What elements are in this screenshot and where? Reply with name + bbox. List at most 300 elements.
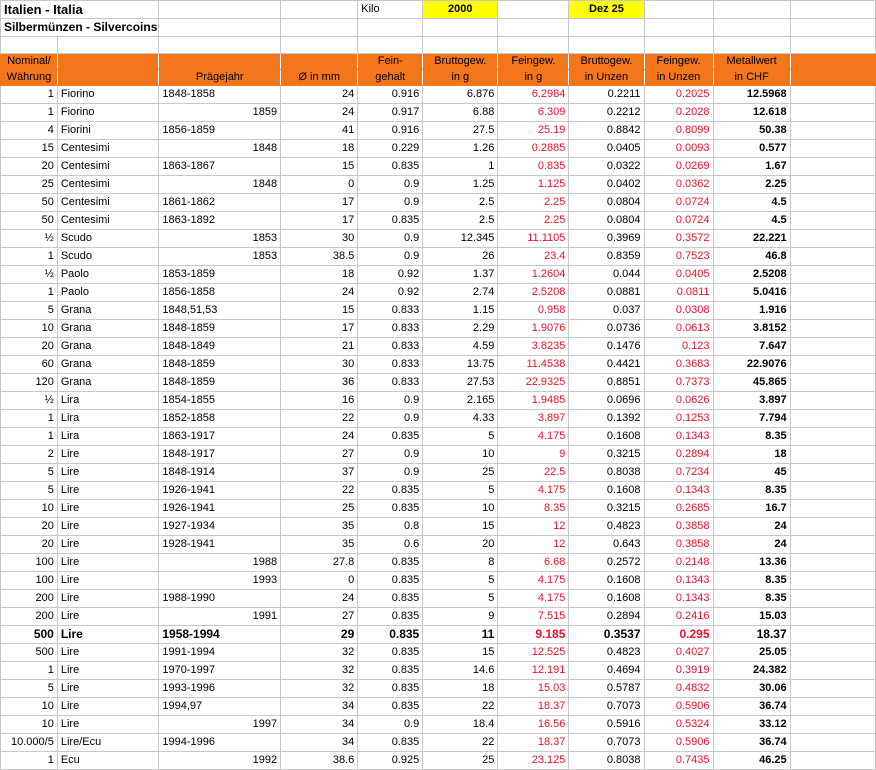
cell-feingewicht-unzen[interactable]: 0.4027 [644,644,713,662]
cell-bruttogewicht-g[interactable]: 10 [423,446,498,464]
cell-nominal[interactable]: 1 [1,662,58,680]
cell-feingewicht-g[interactable]: 18.37 [498,698,569,716]
cell-metallwert-chf[interactable]: 33.12 [713,716,790,734]
cell-bruttogewicht-g[interactable]: 22 [423,698,498,716]
cell-praegejahr[interactable]: 1854-1855 [159,392,281,410]
cell-praegejahr[interactable]: 1848-1917 [159,446,281,464]
cell-feingewicht-g[interactable]: 15.03 [498,680,569,698]
cell-metallwert-chf[interactable]: 13.36 [713,554,790,572]
cell-waehrung[interactable]: Centesimi [57,212,159,230]
cell-bruttogewicht-g[interactable]: 10 [423,500,498,518]
cell-praegejahr[interactable]: 1988-1990 [159,590,281,608]
cell-bruttogewicht-g[interactable]: 5 [423,428,498,446]
cell-durchmesser[interactable]: 32 [281,680,358,698]
cell-feingewicht-g[interactable]: 12 [498,518,569,536]
cell-waehrung[interactable]: Lire [57,680,159,698]
cell-bruttogewicht-unzen[interactable]: 0.5916 [569,716,644,734]
cell-nominal[interactable]: 100 [1,572,58,590]
cell-bruttogewicht-g[interactable]: 5 [423,482,498,500]
cell-bruttogewicht-g[interactable]: 11 [423,626,498,644]
cell-metallwert-chf[interactable]: 46.8 [713,248,790,266]
cell-nominal[interactable]: 15 [1,140,58,158]
cell-durchmesser[interactable]: 38.5 [281,248,358,266]
cell-waehrung[interactable]: Centesimi [57,158,159,176]
cell-feingewicht-g[interactable]: 0.2885 [498,140,569,158]
cell-feingewicht-g[interactable]: 1.125 [498,176,569,194]
cell-bruttogewicht-g[interactable]: 4.33 [423,410,498,428]
cell-nominal[interactable]: 2 [1,446,58,464]
cell-feingewicht-g[interactable]: 2.25 [498,194,569,212]
cell-durchmesser[interactable]: 18 [281,266,358,284]
cell-feingehalt[interactable]: 0.835 [358,500,423,518]
cell-feingewicht-g[interactable]: 16.56 [498,716,569,734]
cell-bruttogewicht-unzen[interactable]: 0.4823 [569,644,644,662]
cell-bruttogewicht-unzen[interactable]: 0.0881 [569,284,644,302]
cell-feingewicht-unzen[interactable]: 0.1343 [644,590,713,608]
cell-feingewicht-g[interactable]: 4.175 [498,428,569,446]
cell-nominal[interactable]: ½ [1,266,58,284]
cell-bruttogewicht-unzen[interactable]: 0.1608 [569,572,644,590]
cell-metallwert-chf[interactable]: 18.37 [713,626,790,644]
cell-metallwert-chf[interactable]: 2.25 [713,176,790,194]
cell-feingehalt[interactable]: 0.9 [358,248,423,266]
cell-metallwert-chf[interactable]: 50.38 [713,122,790,140]
cell-feingewicht-unzen[interactable]: 0.3919 [644,662,713,680]
cell-durchmesser[interactable]: 38.6 [281,752,358,770]
cell-waehrung[interactable]: Lire [57,572,159,590]
cell-praegejahr[interactable]: 1958-1994 [159,626,281,644]
cell-feingehalt[interactable]: 0.92 [358,266,423,284]
cell-bruttogewicht-unzen[interactable]: 0.1608 [569,482,644,500]
cell-feingewicht-g[interactable]: 12.191 [498,662,569,680]
cell-praegejahr[interactable]: 1853-1859 [159,266,281,284]
cell-feingehalt[interactable]: 0.835 [358,698,423,716]
cell-metallwert-chf[interactable]: 18 [713,446,790,464]
cell-feingewicht-g[interactable]: 4.175 [498,572,569,590]
cell-bruttogewicht-unzen[interactable]: 0.3537 [569,626,644,644]
cell-nominal[interactable]: 20 [1,518,58,536]
cell-waehrung[interactable]: Scudo [57,248,159,266]
cell-waehrung[interactable]: Lire [57,536,159,554]
cell-feingewicht-g[interactable]: 25.19 [498,122,569,140]
cell-waehrung[interactable]: Lire [57,590,159,608]
cell-feingehalt[interactable]: 0.835 [358,158,423,176]
cell-feingehalt[interactable]: 0.9 [358,716,423,734]
cell-nominal[interactable]: 1 [1,86,58,104]
cell-bruttogewicht-g[interactable]: 1.37 [423,266,498,284]
cell-feingehalt[interactable]: 0.835 [358,662,423,680]
cell-durchmesser[interactable]: 34 [281,716,358,734]
cell-bruttogewicht-unzen[interactable]: 0.0322 [569,158,644,176]
cell-durchmesser[interactable]: 27 [281,446,358,464]
cell-waehrung[interactable]: Lire [57,482,159,500]
cell-waehrung[interactable]: Lira [57,428,159,446]
cell-bruttogewicht-unzen[interactable]: 0.1476 [569,338,644,356]
cell-metallwert-chf[interactable]: 8.35 [713,572,790,590]
cell-praegejahr[interactable]: 1997 [159,716,281,734]
cell-feingehalt[interactable]: 0.916 [358,86,423,104]
cell-waehrung[interactable]: Lire [57,464,159,482]
cell-bruttogewicht-unzen[interactable]: 0.5787 [569,680,644,698]
cell-bruttogewicht-unzen[interactable]: 0.7073 [569,698,644,716]
cell-waehrung[interactable]: Lire/Ecu [57,734,159,752]
cell-bruttogewicht-unzen[interactable]: 0.2572 [569,554,644,572]
cell-feingewicht-g[interactable]: 3.8235 [498,338,569,356]
cell-praegejahr[interactable]: 1856-1859 [159,122,281,140]
cell-bruttogewicht-unzen[interactable]: 0.0405 [569,140,644,158]
cell-waehrung[interactable]: Grana [57,320,159,338]
cell-feingehalt[interactable]: 0.9 [358,230,423,248]
cell-bruttogewicht-g[interactable]: 6.88 [423,104,498,122]
cell-durchmesser[interactable]: 24 [281,104,358,122]
cell-nominal[interactable]: 20 [1,158,58,176]
cell-feingewicht-g[interactable]: 3.897 [498,410,569,428]
cell-praegejahr[interactable]: 1853 [159,230,281,248]
cell-feingehalt[interactable]: 0.9 [358,410,423,428]
cell-bruttogewicht-g[interactable]: 26 [423,248,498,266]
cell-praegejahr[interactable]: 1928-1941 [159,536,281,554]
cell-nominal[interactable]: 10 [1,716,58,734]
cell-feingehalt[interactable]: 0.916 [358,122,423,140]
cell-praegejahr[interactable]: 1848-1858 [159,86,281,104]
cell-metallwert-chf[interactable]: 4.5 [713,212,790,230]
cell-waehrung[interactable]: Grana [57,374,159,392]
cell-nominal[interactable]: 5 [1,482,58,500]
cell-feingewicht-unzen[interactable]: 0.0613 [644,320,713,338]
cell-bruttogewicht-g[interactable]: 27.53 [423,374,498,392]
cell-praegejahr[interactable]: 1926-1941 [159,500,281,518]
cell-feingewicht-g[interactable]: 0.835 [498,158,569,176]
cell-bruttogewicht-g[interactable]: 20 [423,536,498,554]
cell-praegejahr[interactable]: 1848-1914 [159,464,281,482]
cell-metallwert-chf[interactable]: 24.382 [713,662,790,680]
cell-nominal[interactable]: 1 [1,248,58,266]
cell-feingehalt[interactable]: 0.835 [358,572,423,590]
cell-feingehalt[interactable]: 0.835 [358,590,423,608]
cell-feingehalt[interactable]: 0.925 [358,752,423,770]
cell-nominal[interactable]: 10.000/5 [1,734,58,752]
cell-durchmesser[interactable]: 41 [281,122,358,140]
cell-bruttogewicht-unzen[interactable]: 0.0804 [569,212,644,230]
cell-feingewicht-unzen[interactable]: 0.7435 [644,752,713,770]
cell-feingewicht-unzen[interactable]: 0.3683 [644,356,713,374]
cell-bruttogewicht-unzen[interactable]: 0.4694 [569,662,644,680]
cell-bruttogewicht-unzen[interactable]: 0.8851 [569,374,644,392]
cell-feingewicht-unzen[interactable]: 0.1343 [644,428,713,446]
cell-praegejahr[interactable]: 1848-1859 [159,320,281,338]
cell-praegejahr[interactable]: 1853 [159,248,281,266]
cell-metallwert-chf[interactable]: 45 [713,464,790,482]
cell-metallwert-chf[interactable]: 1.67 [713,158,790,176]
cell-bruttogewicht-unzen[interactable]: 0.0402 [569,176,644,194]
cell-metallwert-chf[interactable]: 12.618 [713,104,790,122]
cell-durchmesser[interactable]: 35 [281,536,358,554]
cell-nominal[interactable]: 25 [1,176,58,194]
cell-bruttogewicht-g[interactable]: 12.345 [423,230,498,248]
cell-feingehalt[interactable]: 0.9 [358,446,423,464]
cell-feingewicht-unzen[interactable]: 0.2025 [644,86,713,104]
cell-feingewicht-unzen[interactable]: 0.295 [644,626,713,644]
cell-bruttogewicht-g[interactable]: 18.4 [423,716,498,734]
cell-feingewicht-g[interactable]: 2.25 [498,212,569,230]
cell-metallwert-chf[interactable]: 7.647 [713,338,790,356]
cell-praegejahr[interactable]: 1848-1849 [159,338,281,356]
cell-bruttogewicht-g[interactable]: 25 [423,752,498,770]
cell-durchmesser[interactable]: 22 [281,482,358,500]
cell-metallwert-chf[interactable]: 36.74 [713,698,790,716]
cell-metallwert-chf[interactable]: 1.916 [713,302,790,320]
cell-feingewicht-unzen[interactable]: 0.4832 [644,680,713,698]
cell-feingehalt[interactable]: 0.835 [358,212,423,230]
cell-waehrung[interactable]: Paolo [57,284,159,302]
cell-waehrung[interactable]: Lire [57,500,159,518]
cell-bruttogewicht-g[interactable]: 22 [423,734,498,752]
cell-bruttogewicht-unzen[interactable]: 0.643 [569,536,644,554]
cell-feingewicht-g[interactable]: 22.9325 [498,374,569,392]
cell-feingewicht-g[interactable]: 4.175 [498,482,569,500]
cell-feingewicht-g[interactable]: 12 [498,536,569,554]
cell-praegejahr[interactable]: 1863-1892 [159,212,281,230]
cell-bruttogewicht-unzen[interactable]: 0.4421 [569,356,644,374]
cell-durchmesser[interactable]: 34 [281,734,358,752]
cell-bruttogewicht-g[interactable]: 9 [423,608,498,626]
cell-feingewicht-unzen[interactable]: 0.1253 [644,410,713,428]
cell-feingewicht-unzen[interactable]: 0.2416 [644,608,713,626]
cell-feingehalt[interactable]: 0.835 [358,626,423,644]
cell-nominal[interactable]: 50 [1,194,58,212]
cell-praegejahr[interactable]: 1848,51,53 [159,302,281,320]
cell-nominal[interactable]: 5 [1,680,58,698]
cell-durchmesser[interactable]: 24 [281,590,358,608]
cell-bruttogewicht-unzen[interactable]: 0.2212 [569,104,644,122]
cell-metallwert-chf[interactable]: 16.7 [713,500,790,518]
cell-bruttogewicht-g[interactable]: 13.75 [423,356,498,374]
cell-durchmesser[interactable]: 24 [281,284,358,302]
cell-feingewicht-unzen[interactable]: 0.123 [644,338,713,356]
cell-durchmesser[interactable]: 32 [281,662,358,680]
cell-bruttogewicht-g[interactable]: 14.6 [423,662,498,680]
cell-praegejahr[interactable]: 1994,97 [159,698,281,716]
cell-durchmesser[interactable]: 32 [281,644,358,662]
cell-feingewicht-unzen[interactable]: 0.1343 [644,572,713,590]
cell-bruttogewicht-unzen[interactable]: 0.0736 [569,320,644,338]
cell-bruttogewicht-unzen[interactable]: 0.8359 [569,248,644,266]
cell-feingewicht-g[interactable]: 1.2604 [498,266,569,284]
cell-durchmesser[interactable]: 22 [281,410,358,428]
cell-feingewicht-g[interactable]: 0.958 [498,302,569,320]
cell-bruttogewicht-g[interactable]: 2.29 [423,320,498,338]
cell-bruttogewicht-g[interactable]: 1.26 [423,140,498,158]
cell-feingewicht-unzen[interactable]: 0.0093 [644,140,713,158]
cell-feingewicht-unzen[interactable]: 0.7373 [644,374,713,392]
kilo-value-cell[interactable]: 2000 [423,1,498,19]
cell-feingewicht-unzen[interactable]: 0.7523 [644,248,713,266]
cell-praegejahr[interactable]: 1848 [159,176,281,194]
cell-metallwert-chf[interactable]: 24 [713,536,790,554]
cell-waehrung[interactable]: Lira [57,392,159,410]
cell-feingewicht-unzen[interactable]: 0.2148 [644,554,713,572]
cell-durchmesser[interactable]: 17 [281,194,358,212]
cell-bruttogewicht-unzen[interactable]: 0.044 [569,266,644,284]
cell-praegejahr[interactable]: 1863-1917 [159,428,281,446]
cell-bruttogewicht-unzen[interactable]: 0.8038 [569,464,644,482]
cell-nominal[interactable]: 200 [1,608,58,626]
cell-metallwert-chf[interactable]: 3.8152 [713,320,790,338]
cell-waehrung[interactable]: Centesimi [57,194,159,212]
cell-feingewicht-g[interactable]: 12.525 [498,644,569,662]
cell-metallwert-chf[interactable]: 4.5 [713,194,790,212]
cell-feingewicht-unzen[interactable]: 0.1343 [644,482,713,500]
cell-durchmesser[interactable]: 37 [281,464,358,482]
cell-feingewicht-unzen[interactable]: 0.5324 [644,716,713,734]
cell-bruttogewicht-g[interactable]: 1 [423,158,498,176]
cell-bruttogewicht-g[interactable]: 15 [423,644,498,662]
cell-feingehalt[interactable]: 0.8 [358,518,423,536]
cell-nominal[interactable]: 1 [1,428,58,446]
cell-feingehalt[interactable]: 0.835 [358,482,423,500]
cell-feingehalt[interactable]: 0.9 [358,464,423,482]
cell-bruttogewicht-unzen[interactable]: 0.8038 [569,752,644,770]
cell-metallwert-chf[interactable]: 12.5968 [713,86,790,104]
cell-praegejahr[interactable]: 1991 [159,608,281,626]
cell-nominal[interactable]: 200 [1,590,58,608]
cell-nominal[interactable]: 20 [1,338,58,356]
cell-bruttogewicht-unzen[interactable]: 0.0696 [569,392,644,410]
cell-waehrung[interactable]: Fiorino [57,104,159,122]
cell-bruttogewicht-g[interactable]: 15 [423,518,498,536]
cell-bruttogewicht-unzen[interactable]: 0.3215 [569,500,644,518]
cell-nominal[interactable]: 500 [1,644,58,662]
cell-feingewicht-unzen[interactable]: 0.8099 [644,122,713,140]
cell-feingewicht-g[interactable]: 7.515 [498,608,569,626]
cell-waehrung[interactable]: Grana [57,338,159,356]
cell-durchmesser[interactable]: 16 [281,392,358,410]
cell-bruttogewicht-g[interactable]: 2.74 [423,284,498,302]
cell-feingewicht-unzen[interactable]: 0.2894 [644,446,713,464]
cell-waehrung[interactable]: Lire [57,446,159,464]
cell-waehrung[interactable]: Lire [57,644,159,662]
cell-waehrung[interactable]: Grana [57,356,159,374]
cell-feingewicht-g[interactable]: 4.175 [498,590,569,608]
cell-durchmesser[interactable]: 0 [281,572,358,590]
cell-metallwert-chf[interactable]: 46.25 [713,752,790,770]
cell-waehrung[interactable]: Fiorino [57,86,159,104]
date-value-cell[interactable]: Dez 25 [569,1,644,19]
cell-feingehalt[interactable]: 0.835 [358,554,423,572]
cell-bruttogewicht-unzen[interactable]: 0.4823 [569,518,644,536]
cell-feingewicht-unzen[interactable]: 0.0362 [644,176,713,194]
cell-durchmesser[interactable]: 30 [281,230,358,248]
cell-waehrung[interactable]: Centesimi [57,140,159,158]
cell-feingewicht-g[interactable]: 2.5208 [498,284,569,302]
cell-feingewicht-g[interactable]: 22.5 [498,464,569,482]
cell-bruttogewicht-unzen[interactable]: 0.2211 [569,86,644,104]
cell-waehrung[interactable]: Lire [57,518,159,536]
cell-bruttogewicht-unzen[interactable]: 0.2894 [569,608,644,626]
cell-bruttogewicht-unzen[interactable]: 0.1608 [569,590,644,608]
cell-praegejahr[interactable]: 1852-1858 [159,410,281,428]
cell-durchmesser[interactable]: 15 [281,158,358,176]
cell-bruttogewicht-g[interactable]: 1.15 [423,302,498,320]
cell-metallwert-chf[interactable]: 5.0416 [713,284,790,302]
cell-waehrung[interactable]: Lira [57,410,159,428]
cell-feingewicht-g[interactable]: 1.9485 [498,392,569,410]
cell-feingewicht-g[interactable]: 1.9076 [498,320,569,338]
cell-feingewicht-unzen[interactable]: 0.5906 [644,734,713,752]
cell-bruttogewicht-g[interactable]: 6.876 [423,86,498,104]
cell-durchmesser[interactable]: 21 [281,338,358,356]
cell-feingewicht-unzen[interactable]: 0.0405 [644,266,713,284]
cell-metallwert-chf[interactable]: 45.865 [713,374,790,392]
cell-nominal[interactable]: 1 [1,752,58,770]
cell-metallwert-chf[interactable]: 24 [713,518,790,536]
cell-bruttogewicht-unzen[interactable]: 0.3969 [569,230,644,248]
cell-feingewicht-unzen[interactable]: 0.7234 [644,464,713,482]
cell-nominal[interactable]: 5 [1,302,58,320]
cell-praegejahr[interactable]: 1994-1996 [159,734,281,752]
cell-feingewicht-unzen[interactable]: 0.0724 [644,212,713,230]
cell-waehrung[interactable]: Lire [57,716,159,734]
cell-praegejahr[interactable]: 1993-1996 [159,680,281,698]
cell-metallwert-chf[interactable]: 22.9076 [713,356,790,374]
cell-praegejahr[interactable]: 1861-1862 [159,194,281,212]
cell-bruttogewicht-g[interactable]: 2.5 [423,194,498,212]
cell-nominal[interactable]: 60 [1,356,58,374]
cell-nominal[interactable]: ½ [1,392,58,410]
cell-feingewicht-g[interactable]: 9.185 [498,626,569,644]
cell-nominal[interactable]: 100 [1,554,58,572]
cell-bruttogewicht-unzen[interactable]: 0.1392 [569,410,644,428]
cell-praegejahr[interactable]: 1926-1941 [159,482,281,500]
cell-metallwert-chf[interactable]: 8.35 [713,590,790,608]
cell-praegejahr[interactable]: 1993 [159,572,281,590]
cell-durchmesser[interactable]: 18 [281,140,358,158]
cell-praegejahr[interactable]: 1992 [159,752,281,770]
cell-waehrung[interactable]: Lire [57,698,159,716]
cell-nominal[interactable]: 1 [1,104,58,122]
cell-feingewicht-unzen[interactable]: 0.5906 [644,698,713,716]
cell-metallwert-chf[interactable]: 30.06 [713,680,790,698]
cell-durchmesser[interactable]: 29 [281,626,358,644]
cell-feingehalt[interactable]: 0.833 [358,302,423,320]
cell-feingehalt[interactable]: 0.229 [358,140,423,158]
cell-feingehalt[interactable]: 0.835 [358,608,423,626]
cell-durchmesser[interactable]: 27 [281,608,358,626]
cell-praegejahr[interactable]: 1848-1859 [159,374,281,392]
cell-waehrung[interactable]: Lire [57,662,159,680]
cell-metallwert-chf[interactable]: 8.35 [713,482,790,500]
cell-feingewicht-g[interactable]: 6.309 [498,104,569,122]
cell-bruttogewicht-unzen[interactable]: 0.0804 [569,194,644,212]
cell-durchmesser[interactable]: 27.8 [281,554,358,572]
cell-praegejahr[interactable]: 1970-1997 [159,662,281,680]
cell-feingehalt[interactable]: 0.833 [358,320,423,338]
cell-waehrung[interactable]: Lire [57,626,159,644]
cell-praegejahr[interactable]: 1991-1994 [159,644,281,662]
cell-feingehalt[interactable]: 0.9 [358,176,423,194]
cell-feingehalt[interactable]: 0.917 [358,104,423,122]
cell-metallwert-chf[interactable]: 2.5208 [713,266,790,284]
cell-feingehalt[interactable]: 0.9 [358,392,423,410]
cell-feingewicht-unzen[interactable]: 0.0626 [644,392,713,410]
cell-waehrung[interactable]: Scudo [57,230,159,248]
cell-waehrung[interactable]: Centesimi [57,176,159,194]
cell-nominal[interactable]: 10 [1,500,58,518]
cell-feingehalt[interactable]: 0.835 [358,644,423,662]
cell-durchmesser[interactable]: 30 [281,356,358,374]
cell-bruttogewicht-unzen[interactable]: 0.8842 [569,122,644,140]
cell-metallwert-chf[interactable]: 15.03 [713,608,790,626]
